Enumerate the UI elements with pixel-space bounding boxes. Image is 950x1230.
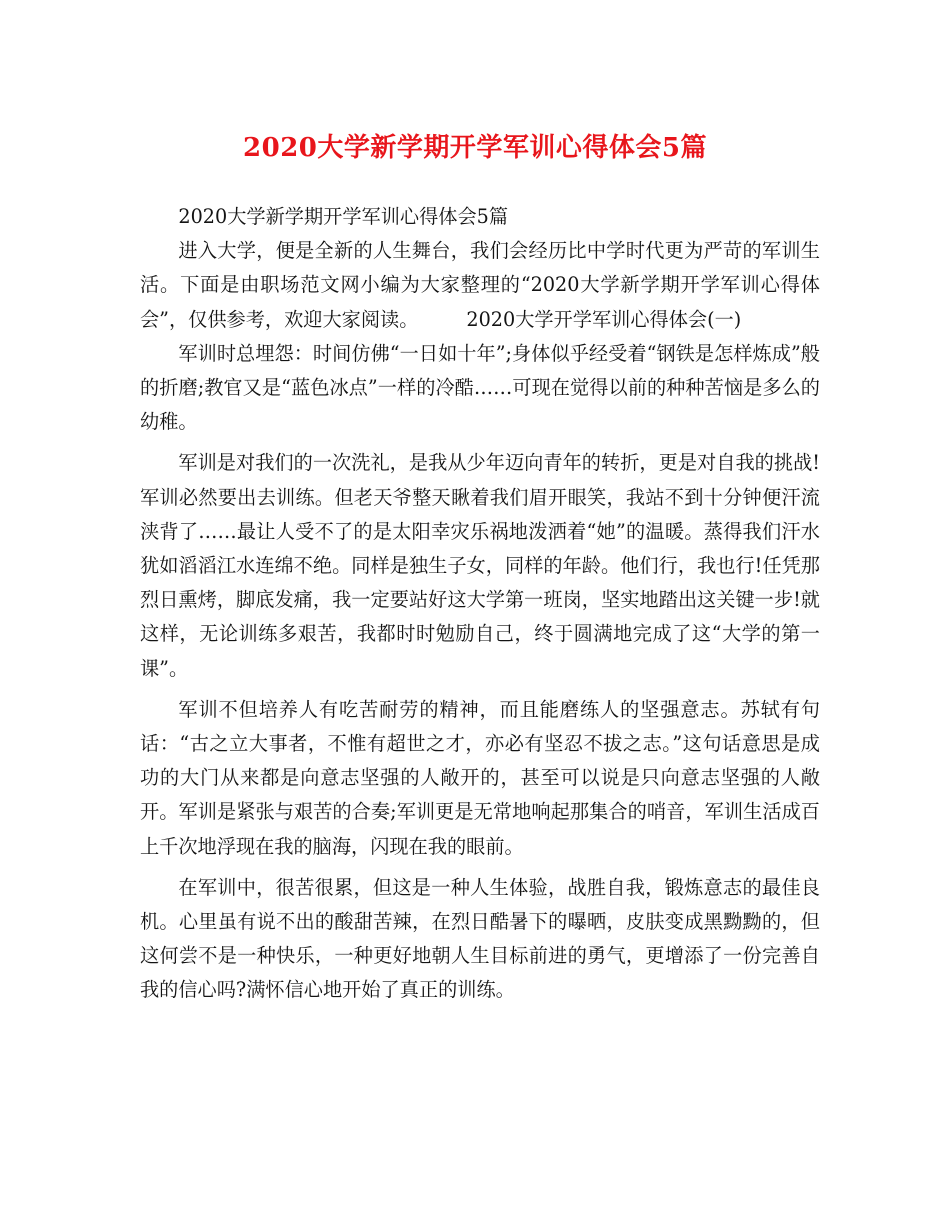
paragraph-baptism: 军训是对我们的一次洗礼，是我从少年迈向青年的转折，更是对自我的挑战!军训必然要出去训练。但老天爷整天瞅着我们眉开眼笑，我站不到十分钟便汗流浃背了……最让人受不了的是太阳幸灾乐祸地泼洒着“她”的温暖。蒸得我们汗水犹如滔滔江水连绵不绝。同样是独生子女，同样的年龄。他们行，我也行!任凭那烈日熏烤，脚底发痛，我一定要站好这大学第一班岗，坚实地踏出这关键一步!就这样，无论训练多艰苦，我都时时勉励自己，终于圆满地完成了这“大学的第一课”。: [140, 451, 820, 680]
paragraph-experience: 在军训中，很苦很累，但这是一种人生体验，战胜自我，锻炼意志的最佳良机。心里虽有说不出的酸甜苦辣，在烈日酷暑下的曝晒，皮肤变成黑黝黝的，但这何尝不是一种快乐，一种更好地朝人生目标前进的勇气，更增添了一份完善自我的信心吗?满怀信心地开始了真正的训练。: [140, 875, 820, 1002]
paragraph-complaints: 军训时总埋怨：时间仿佛“一日如十年”;身体似乎经受着“钢铁是怎样炼成”般的折磨;教官又是“蓝色冰点”一样的冷酷……可现在觉得以前的种种苦恼是多么的幼稚。: [140, 341, 820, 434]
document-body: [140, 200, 820, 1008]
document-title: 2020大学新学期开学军训心得体会5篇: [243, 133, 707, 163]
paragraph-subtitle: 2020大学新学期开学军训心得体会5篇: [178, 205, 509, 228]
paragraph-intro: 进入大学，便是全新的人生舞台，我们会经历比中学时代更为严苛的军训生活。下面是由职场范文网小编为大家整理的“2020大学新学期开学军训心得体会”，仅供参考，欢迎大家阅读。 2020大学开学军训心得体会(一): [140, 239, 820, 331]
paragraph-willpower: 军训不但培养人有吃苦耐劳的精神，而且能磨练人的坚强意志。苏轼有句话：“古之立大事者，不惟有超世之才，亦必有坚忍不拔之志。”这句话意思是成功的大门从来都是向意志坚强的人敞开的，甚至可以说是只向意志坚强的人敞开。军训是紧张与艰苦的合奏;军训更是无常地响起那集合的哨音，军训生活成百上千次地浮现在我的脑海，闪现在我的眼前。: [140, 697, 820, 858]
